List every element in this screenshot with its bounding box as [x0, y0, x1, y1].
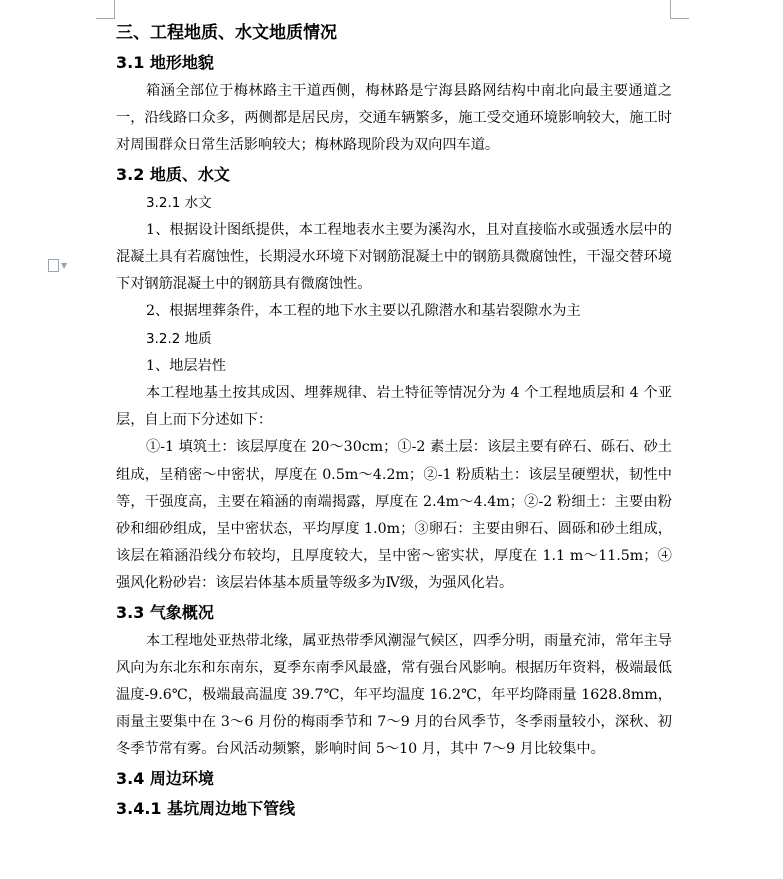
heading-3-4: 3.4 周边环境: [116, 768, 214, 788]
paragraph-hydro-2: 2、根据埋葬条件，本工程的地下水主要以孔隙潜水和基岩裂隙水为主: [146, 303, 581, 320]
paragraph-hydro-1: 1、根据设计图纸提供，本工程地表水主要为溪沟水，且对直接临水或强透水层中的混凝土具有若腐蚀性，长期浸水环境下对钢筋混凝土中的钢筋具微腐蚀性，干湿交替环境下对钢筋混凝土中的钢筋具有微腐蚀性。: [116, 221, 672, 293]
heading-3-2-2: 3.2.2 地质: [146, 330, 212, 347]
paragraph-geo-sub: 1、地层岩性: [146, 357, 226, 374]
paragraph-geo-2: ①-1 填筑土：该层厚度在 20～30cm；①-2 素土层：该层主要有碎石、砾石、砂土组成，呈稍密～中密状，厚度在 0.5m～4.2m；②-1 粉质粘土：该层呈硬塑状，韧性中等，干强度高，主要在箱涵的南端揭露，厚度在 2.4m～4.4m；②-2 粉细土：主要由粉砂和细砂组成，呈中密状态，平均厚度 1.0m；③卵石：主要由卵石、圆砾和砂土组成，该层在箱涵沿线分布较均，且厚度较大，呈中密～密实状，厚度在 1.1 m～11.5m；④强风化粉砂岩：该层岩体基本质量等级多为Ⅳ级，为强风化岩。: [116, 439, 672, 592]
heading-3-2: 3.2 地质、水文: [116, 164, 230, 184]
document-icon[interactable]: [48, 258, 67, 272]
paragraph-geo-1: 本工程地基土按其成因、埋葬规律、岩土特征等情况分为 4 个工程地质层和 4 个亚层，自上而下分述如下：: [116, 385, 672, 429]
paragraph-terrain: 箱涵全部位于梅林路主干道西侧，梅林路是宁海县路网结构中南北向最主要通道之一，沿线路口众多，两侧都是居民房，交通车辆繁多，施工受交通环境影响较大，施工时对周围群众日常生活影响较大；梅林路现阶段为双向四车道。: [116, 83, 672, 154]
document-page: [116, 18, 672, 824]
page-corner-mark-left: [96, 0, 115, 19]
chevron-down-icon: ▼: [61, 261, 68, 270]
page-corner-mark-right: [670, 0, 689, 19]
paragraph-climate: 本工程地处亚热带北缘，属亚热带季风潮湿气候区，四季分明，雨量充沛，常年主导风向为东北东和东南东，夏季东南季风最盛，常有强台风影响。根据历年资料，极端最低温度-9.6℃，极端最高温度 39.7℃，年平均温度 16.2℃，年平均降雨量 1628.8mm，雨量主要集中在 3～6 月份的梅雨季节和 7～9 月的台风季节，冬季雨量较小，深秋、初冬季节常有雾。台风活动频繁，影响时间 5～10 月，其中 7～9 月比较集中。: [116, 632, 672, 758]
heading-3-3: 3.3 气象概况: [116, 602, 214, 622]
heading-3-1: 3.1 地形地貌: [116, 53, 214, 72]
document-glyph: [48, 259, 59, 272]
heading-3-2-1: 3.2.1 水文: [146, 194, 212, 211]
section-title: 三、工程地质、水文地质情况: [116, 23, 337, 43]
heading-3-4-1: 3.4.1 基坑周边地下管线: [116, 798, 296, 818]
